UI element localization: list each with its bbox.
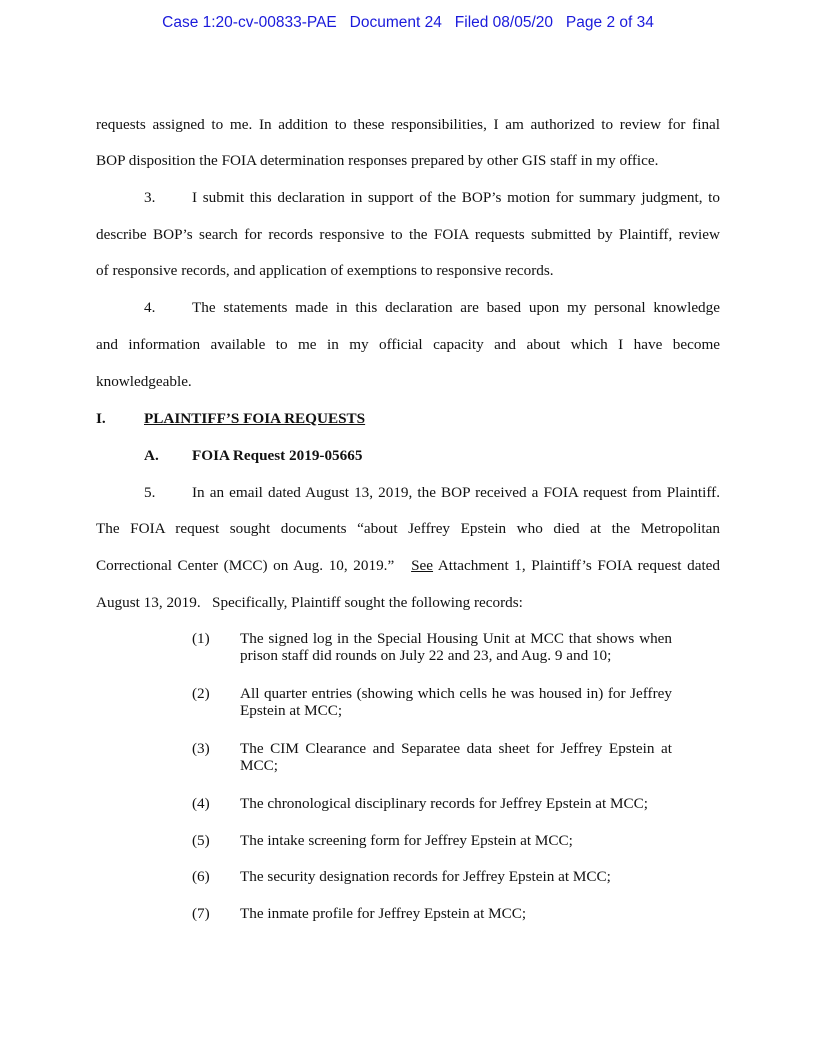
list-item-number: (1)	[192, 630, 210, 647]
section-a-heading	[144, 447, 768, 465]
section-i-heading	[96, 410, 720, 428]
para-5-text-1: In an email dated August 13, 2019, the BOP received a FOIA request from Plaintiff.	[192, 484, 720, 501]
para-3-number: 3.	[144, 189, 156, 206]
para-3-text-1: I submit this declaration in support of the BOP’s motion for summary judgment, to	[192, 189, 720, 206]
para-4-line-1	[96, 299, 720, 317]
list-item-text: The security designation records for Jeffrey Epstein at MCC;	[240, 868, 611, 885]
para-2-line-1: requests assigned to me. In addition to these responsibilities, I am authorized to review for final	[96, 116, 720, 133]
para-4-line-2: and information available to me in my official capacity and about which I have become	[96, 336, 720, 353]
para-5-text-3a: Correctional Center (MCC) on Aug. 10, 2019.”	[96, 557, 412, 574]
list-item-text: The intake screening form for Jeffrey Epstein at MCC;	[240, 832, 573, 849]
para-3-line-1	[96, 189, 720, 207]
list-item	[192, 833, 672, 850]
list-item-text: The inmate profile for Jeffrey Epstein at MCC;	[240, 905, 527, 922]
para-5-line-4: August 13, 2019. Specifically, Plaintiff sought the following records:	[96, 594, 523, 611]
para-5-line-2: The FOIA request sought documents “about Jeffrey Epstein who died at the Metropolitan	[96, 520, 720, 537]
list-item	[192, 796, 672, 813]
para-5-number: 5.	[144, 484, 156, 501]
section-a-title: FOIA Request 2019-05665	[192, 447, 363, 464]
list-item-number: (5)	[192, 832, 210, 849]
list-item	[192, 869, 672, 886]
list-item	[192, 906, 672, 923]
list-item-number: (4)	[192, 795, 210, 812]
para-5-line-1	[96, 484, 720, 502]
list-item-number: (3)	[192, 740, 210, 757]
case-header-stamp: Case 1:20-cv-00833-PAE Document 24 Filed 08/05/20 Page 2 of 34	[162, 14, 654, 31]
section-a-label: A.	[144, 447, 159, 464]
section-i-title: PLAINTIFF’S FOIA REQUESTS	[144, 410, 366, 427]
list-item-text: The CIM Clearance and Separatee data sheet for Jeffrey Epstein at MCC;	[240, 740, 672, 774]
list-item-text: The chronological disciplinary records for Jeffrey Epstein at MCC;	[240, 795, 648, 812]
para-4-number: 4.	[144, 299, 156, 316]
list-item	[192, 741, 672, 774]
list-item-number: (2)	[192, 685, 210, 702]
list-item-number: (6)	[192, 868, 210, 885]
section-i-label: I.	[96, 410, 106, 427]
para-2-line-2: BOP disposition the FOIA determination responses prepared by other GIS staff in my office.	[96, 152, 659, 169]
para-4-line-3: knowledgeable.	[96, 373, 192, 390]
see-citation-signal: See	[411, 557, 434, 574]
para-3-line-3: of responsive records, and application of exemptions to responsive records.	[96, 262, 554, 279]
para-4-text-1: The statements made in this declaration are based upon my personal knowledge	[192, 299, 720, 316]
para-3-line-2: describe BOP’s search for records responsive to the FOIA requests submitted by Plaintiff, review	[96, 226, 720, 243]
list-item-text: The signed log in the Special Housing Unit at MCC that shows when prison staff did rounds on July 22 and 23, and Aug. 9 and 10;	[240, 630, 672, 664]
list-item-number: (7)	[192, 905, 210, 922]
list-item-text: All quarter entries (showing which cells he was housed in) for Jeffrey Epstein at MCC;	[240, 685, 672, 719]
para-5-text-3b: Attachment 1, Plaintiff’s FOIA request dated	[433, 557, 720, 574]
list-item	[192, 631, 672, 664]
para-5-line-3	[96, 557, 720, 575]
list-item	[192, 686, 672, 719]
